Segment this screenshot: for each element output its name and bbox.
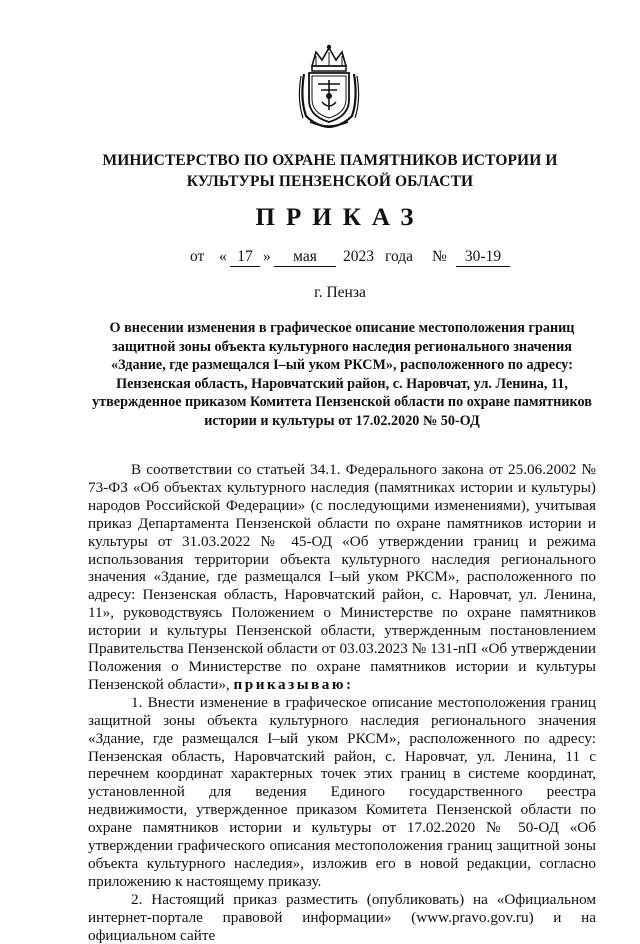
ministry-title	[60, 150, 600, 192]
date-year-label: года	[385, 248, 414, 265]
date-year: 2023	[343, 248, 374, 265]
date-month: мая	[274, 248, 336, 267]
date-day: 17	[230, 248, 260, 267]
ministry-title-line2: КУЛЬТУРЫ ПЕНЗЕНСКОЙ ОБЛАСТИ	[186, 173, 474, 190]
document-body	[88, 461, 596, 944]
document-subject: О внесении изменения в графическое описание местоположения границ защитной зоны объекта культурного наследия регионального значения «Здание, где размещался I–ый уком РКСМ», расположенного по адресу: Пензенская область, Наровчатский район, с. Наровчат, ул. Ленина, 11, утвержденное приказом Комитета Пензенской области по охране памятников истории и культуры от 17.02.2020 № 50-ОД	[92, 320, 592, 429]
number-label: №	[432, 248, 447, 265]
city-name: г. Пенза	[314, 284, 366, 301]
body-paragraph-3: 2. Настоящий приказ разместить (опубликовать) на «Официальном интернет-портале правовой информации» (www.pravo.gov.ru) и на официальном сайте	[88, 890, 596, 944]
body-paragraph-2: 1. Внести изменение в графическое описание местоположения границ защитной зоны объекта культурного наследия регионального значения «Здание, где размещался I–ый уком РКСМ», расположенного по адресу: Пензенская область, Наровчатский район, с. Наровчат, ул. Ленина, 11 с перечнем координат характерных точек этих границ в системе координат, установленной для ведения Единого государственного реестра недвижимости, утвержденное приказом Комитета Пензенской области по охране памятников истории и культуры от 17.02.2020 № 50-ОД «Об утверждении графического описания местоположения границ защитной зоны объекта культурного наследия», изложив его в новой редакции, согласно приложению к настоящему приказу.	[88, 693, 596, 890]
date-quote-close: »	[263, 248, 271, 265]
coat-of-arms-icon	[298, 44, 360, 128]
document-number: 30-19	[456, 248, 510, 267]
body-paragraph-1-text: В соответствии со статьей 34.1. Федерального закона от 25.06.2002 № 73-ФЗ «Об объектах культурного наследия (памятниках истории и культуры) народов Российской Федерации» (с последующими изменениями), учитывая приказ Департамента Пензенской области по охране памятников истории и культуры от 31.03.2022 № 45-ОД «Об утверждении границ и режима использования территории объекта культурного наследия регионального значения «Здание, где размещался I–ый уком РКСМ», расположенного по адресу: Пензенская область, Наровчатский район, с. Наровчат, ул. Ленина, 11», руководствуясь Положением о Министерстве по охране памятников истории и культуры Пензенской области, утвержденным постановлением Правительства Пензенской области от 03.03.2023 № 131-пП «Об утверждении Положения о Министерстве по охране памятников истории и культуры Пензенской области»,	[88, 461, 596, 693]
body-paragraph-1	[88, 461, 596, 694]
order-word: приказываю:	[233, 675, 354, 693]
date-from-label: от	[190, 248, 205, 265]
date-quote-open: «	[219, 248, 227, 265]
document-type-title: ПРИКАЗ	[255, 204, 425, 231]
date-number-line	[0, 248, 640, 270]
ministry-title-line1: МИНИСТЕРСТВО ПО ОХРАНЕ ПАМЯТНИКОВ ИСТОРИИ И	[102, 152, 558, 169]
